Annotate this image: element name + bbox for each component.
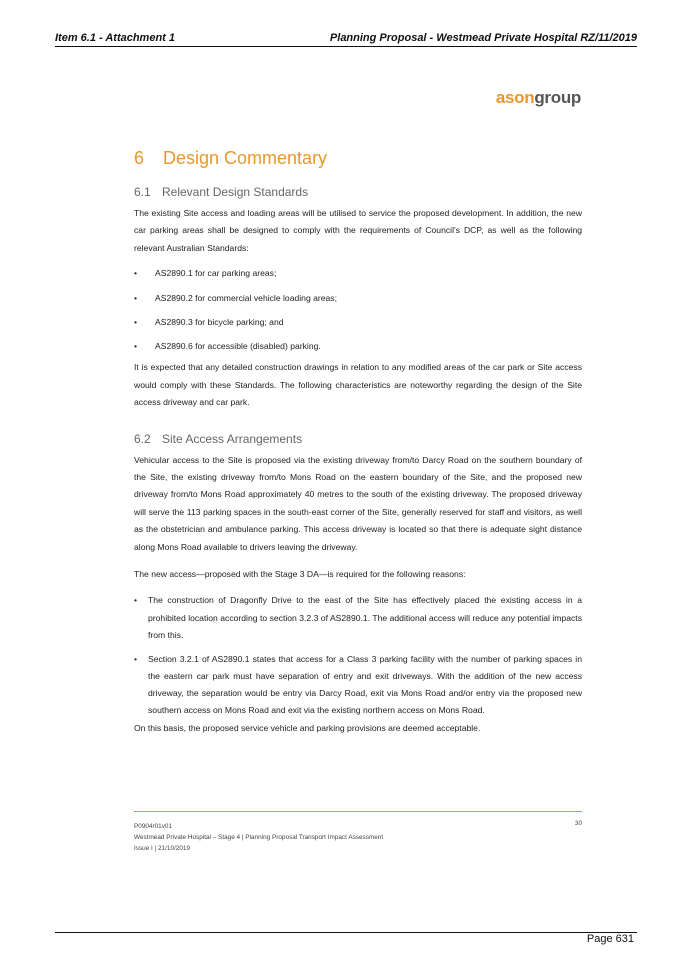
list-item <box>134 651 582 719</box>
bullet-icon: • <box>134 341 138 352</box>
list-item <box>134 268 582 292</box>
page-header <box>55 32 637 46</box>
bullet-icon: • <box>134 653 138 664</box>
subsection-number: 6.2 <box>134 431 151 446</box>
subsection-title: Site Access Arrangements <box>162 431 303 446</box>
bullet-icon: • <box>134 292 138 303</box>
section-number: 6 <box>134 148 145 168</box>
document-footer <box>134 821 582 854</box>
standards-intro-paragraph: The existing Site access and loading areas will be utilised to service the proposed development. In addition, the new car parking areas shall be designed to comply with the requirements of Council's DCP, as well as the following relevant Australian Standards: <box>134 208 582 253</box>
list-item-text: Section 3.2.1 of AS2890.1 states that access for a Class 3 parking facility with the number of parking spaces in the eastern car park must have separation of entry and exit driveways. With the addition of the new access driveway, the separation would be entry via Darcy Road, exit via Mons Road and/or entry via the proposed new southern access on Mons Road and exit via the existing northern access on Mons Road. <box>148 653 582 716</box>
footer-issue: Issue I | 21/10/2019 <box>134 845 191 852</box>
list-item <box>134 341 582 365</box>
logo-part-2: group <box>534 88 581 107</box>
list-item-text: AS2890.1 for car parking areas; <box>155 268 277 279</box>
list-item-text: The construction of Dragonfly Drive to the east of the Site has effectively placed the existing access in a prohibited location according to section 3.2.3 of AS2890.1. The additional access will reduce any potential impacts from this. <box>148 595 582 640</box>
footer-divider <box>134 811 582 812</box>
subsection-heading-standards <box>134 185 582 199</box>
subsection-heading-access <box>134 432 582 446</box>
standards-list <box>134 268 582 365</box>
header-item-label: Item 6.1 - Attachment 1 <box>55 32 176 44</box>
header-document-title: Planning Proposal - Westmead Private Hospital RZ/11/2019 <box>329 32 637 44</box>
list-item <box>134 293 582 317</box>
section-title: Design Commentary <box>163 148 328 168</box>
bullet-icon: • <box>134 268 138 279</box>
header-divider <box>55 46 637 47</box>
bullet-icon: • <box>134 316 138 327</box>
logo-part-1: ason <box>495 88 535 107</box>
reasons-intro-paragraph: The new access—proposed with the Stage 3 DA—is required for the following reasons: <box>134 569 466 580</box>
bottom-divider <box>55 932 637 933</box>
ason-group-logo <box>496 88 581 108</box>
standards-outro-paragraph: It is expected that any detailed construction drawings in relation to any modified areas of the car park or Site access would comply with these Standards. The following characteristics are noteworthy regarding the design of the Site access driveway and car park. <box>134 362 582 408</box>
document-body <box>134 148 582 738</box>
conclusion-paragraph: On this basis, the proposed service vehicle and parking provisions are deemed acceptable. <box>134 723 481 734</box>
footer-reference: P0904r01v01 <box>134 823 173 830</box>
page-number: Page 631 <box>586 933 634 945</box>
reasons-list <box>134 592 582 719</box>
footer-page-number: 30 <box>574 820 582 827</box>
subsection-number: 6.1 <box>134 185 151 199</box>
list-item <box>134 317 582 341</box>
bullet-icon: • <box>134 595 138 606</box>
list-item-text: AS2890.2 for commercial vehicle loading areas; <box>155 292 337 303</box>
footer-project: Westmead Private Hospital – Stage 4 | Planning Proposal Transport Impact Assessment <box>134 834 384 841</box>
list-item-text: AS2890.6 for accessible (disabled) parking. <box>155 341 321 352</box>
access-paragraph: Vehicular access to the Site is proposed via the existing driveway from/to Darcy Road on the southern boundary of the Site, the existing driveway from/to Mons Road on the eastern boundary of the Site, and the proposed new driveway from/to Mons Road approximately 40 metres to the south of the existing driveway. The proposed driveway will serve the 113 parking spaces in the south-east corner of the Site, generally reserved for staff and visitors, as well as the obstetrician and ambulance parking. This access driveway is located so that there is adequate sight distance along Mons Road available to drivers leaving the driveway. <box>134 454 582 552</box>
list-item-text: AS2890.3 for bicycle parking; and <box>155 316 284 327</box>
list-item <box>134 592 582 643</box>
section-heading <box>134 148 582 169</box>
subsection-title: Relevant Design Standards <box>162 185 309 199</box>
